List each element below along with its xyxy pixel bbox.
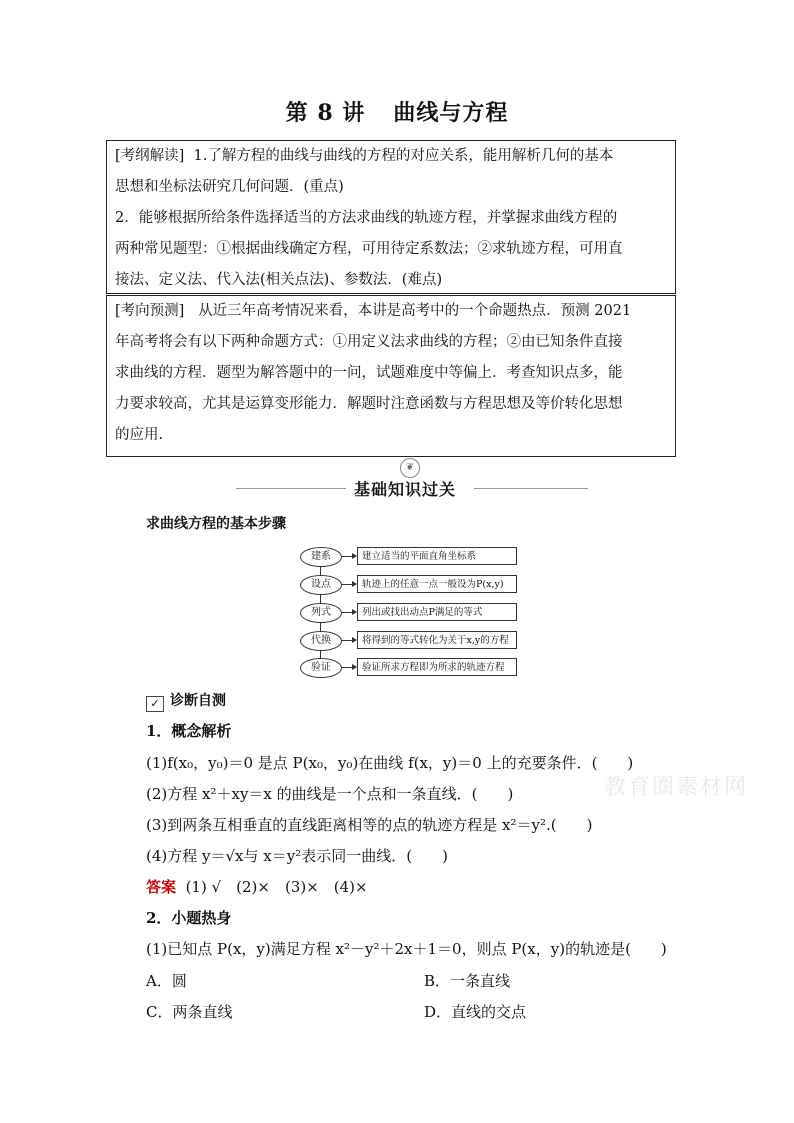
divider-right bbox=[474, 488, 588, 489]
q2-heading: 2．小题热身 bbox=[146, 909, 232, 927]
flow-step-text: 验证所求方程即为所求的轨迹方程 bbox=[357, 658, 517, 676]
exam-forecast-tag: [考向预测] bbox=[115, 303, 185, 319]
forecast-line: 从近三年高考情况来看，本讲是高考中的一个命题热点．预测 2021 bbox=[198, 303, 632, 319]
q1-item: (3)到两条互相垂直的直线距离相等的点的轨迹方程是 x²＝y².( ) bbox=[146, 816, 593, 834]
steps-title: 求曲线方程的基本步骤 bbox=[146, 516, 286, 532]
leaf-icon: ❦ bbox=[400, 458, 420, 478]
answer-label: 答案 bbox=[146, 878, 177, 896]
page-title bbox=[0, 96, 794, 127]
diagnosis-heading bbox=[146, 690, 226, 712]
divider-left bbox=[236, 488, 346, 489]
forecast-line: 年高考将会有以下两种命题方式：①用定义法求曲线的方程；②由已知条件直接 bbox=[115, 334, 623, 350]
steps-flowchart bbox=[300, 545, 520, 677]
outline-line: 接法、定义法、代入法(相关点法)、参数法．(难点) bbox=[115, 272, 443, 288]
arrow-right-icon bbox=[342, 667, 356, 668]
section-title: 基础知识过关 bbox=[354, 480, 457, 499]
flow-step-text: 将得到的等式转化为关于x,y的方程 bbox=[357, 631, 517, 649]
lecture-name: 曲线与方程 bbox=[393, 100, 509, 126]
q1-answer bbox=[146, 876, 368, 897]
q1-item: (1)f(x₀，y₀)＝0 是点 P(x₀，y₀)在曲线 f(x，y)＝0 上的充要条件．( ) bbox=[146, 754, 634, 772]
answer-text: (1) √ (2)× (3)× (4)× bbox=[185, 878, 368, 896]
option-a: A．圆 bbox=[146, 972, 187, 990]
forecast-line: 力要求较高，尤其是运算变形能力．解题时注意函数与方程思想及等价转化思想 bbox=[115, 396, 623, 412]
option-d: D．直线的交点 bbox=[424, 1003, 527, 1021]
flow-node: 验证 bbox=[300, 658, 342, 678]
flow-step-text: 列出或找出动点P满足的等式 bbox=[357, 603, 517, 621]
flow-node: 建系 bbox=[300, 547, 342, 567]
exam-outline-box bbox=[106, 140, 676, 294]
arrow-right-icon bbox=[342, 556, 356, 557]
outline-line: 两种常见题型：①根据曲线确定方程，可用待定系数法；②求轨迹方程，可用直 bbox=[115, 241, 623, 257]
arrow-right-icon bbox=[342, 584, 356, 585]
watermark: 教育圈素材网 bbox=[604, 775, 749, 800]
flow-node: 列式 bbox=[300, 603, 342, 623]
exam-forecast-box bbox=[106, 295, 676, 457]
q1-item: (4)方程 y＝√x与 x＝y²表示同一曲线．( ) bbox=[146, 847, 448, 865]
q2-stem: (1)已知点 P(x，y)满足方程 x²－y²＋2x＋1＝0，则点 P(x，y)的轨迹是( ) bbox=[146, 940, 667, 958]
connector-line bbox=[320, 623, 321, 631]
forecast-line: 的应用. bbox=[115, 427, 164, 443]
arrow-right-icon bbox=[342, 612, 356, 613]
q1-heading: 1．概念解析 bbox=[146, 722, 232, 740]
checkmark-icon: ✓ bbox=[146, 696, 164, 712]
option-c: C．两条直线 bbox=[146, 1003, 233, 1021]
flow-step-text: 轨迹上的任意一点一般设为P(x,y) bbox=[357, 575, 517, 593]
outline-line: 1.了解方程的曲线与曲线的方程的对应关系，能用解析几何的基本 bbox=[193, 148, 614, 164]
outline-line: 思想和坐标法研究几何问题．(重点) bbox=[115, 179, 344, 195]
flow-step-text: 建立适当的平面直角坐标系 bbox=[357, 547, 517, 565]
connector-line bbox=[320, 567, 321, 575]
flow-node: 设点 bbox=[300, 575, 342, 595]
forecast-line: 求曲线的方程．题型为解答题中的一问，试题难度中等偏上．考查知识点多，能 bbox=[115, 365, 623, 381]
arrow-right-icon bbox=[342, 640, 356, 641]
exam-outline-tag: [考纲解读] bbox=[115, 148, 185, 164]
flow-node: 代换 bbox=[300, 631, 342, 651]
q1-item: (2)方程 x²＋xy＝x 的曲线是一个点和一条直线．( ) bbox=[146, 785, 514, 803]
outline-line: 2．能够根据所给条件选择适当的方法求曲线的轨迹方程，并掌握求曲线方程的 bbox=[115, 210, 618, 226]
lecture-number: 第 8 讲 bbox=[285, 100, 366, 126]
diagnosis-title: 诊断自测 bbox=[170, 693, 226, 709]
connector-line bbox=[320, 595, 321, 603]
section-separator bbox=[236, 458, 588, 508]
option-b: B．一条直线 bbox=[424, 972, 511, 990]
